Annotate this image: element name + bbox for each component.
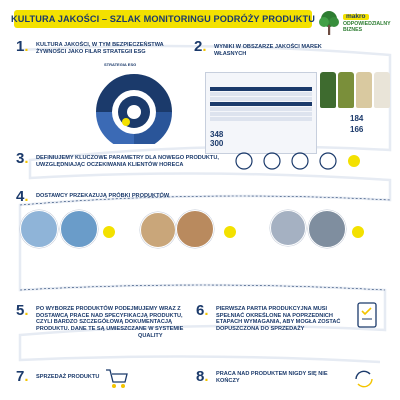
product-jars [320,72,390,108]
step-1-heading: KULTURA JAKOŚCI, W TYM BEZPIECZEŃSTWA ŻYWNOŚCI JAKO FILAR STRATEGII ESG [36,42,164,55]
step-2-number: 2. [194,38,207,55]
tree-icon [318,10,340,36]
quality-system-label: QUALITY [138,333,163,339]
step-8-heading: PRACA NAD PRODUKTEM NIGDY SIĘ NIE KOŃCZY [216,371,328,384]
connector-dot-3 [352,226,364,238]
step-5-heading: PO WYBORZE PRODUKTÓW PODEJMUJEMY WRAZ Z DOSTAWCĄ PRACE NAD SPECYFIKACJĄ PRODUKTU, CZYLI BARDZO SZCZEGÓŁOWĄ DOKUMENTACJĄ PRODUKTU. DANE TE SĄ UMIESZCZANE W SYSTEMIE [36,306,184,332]
strategy-label: STRATEGIA ESG [104,62,137,67]
connector-dot-2 [224,226,236,238]
step-4-number: 4. [16,188,29,205]
step-3-number: 3. [16,150,29,167]
esg-wheel [82,62,186,144]
step-8-number: 8. [196,368,209,385]
photo-chef [140,212,176,248]
step-6-number: 6. [196,302,209,319]
logo-brand: makro [343,14,369,20]
photo-kitchen [176,210,214,248]
page-title: KULTURA JAKOŚCI – SZLAK MONITORINGU PODRÓŻY PRODUKTU [11,14,315,24]
checklist-icon [352,300,382,330]
photo-factory [270,210,306,246]
step-7-heading: SPRZEDAŻ PRODUKTU [36,374,100,380]
makro-logo [318,6,396,40]
title-bar [11,10,315,28]
result-number-2: 300 [210,139,224,148]
results-document [205,72,317,154]
step-5-number: 5. [16,302,29,319]
result-number-3: 184 [350,114,364,123]
result-number-1: 348 [210,130,224,139]
horeca-icons [232,148,362,174]
step-4-heading: DOSTAWCY PRZEKAZUJĄ PRÓBKI PRODUKTÓW [36,193,170,199]
photo-testing [60,210,98,248]
step-2-heading: WYNIKI W OBSZARZE JAKOŚCI MAREK WŁASNYCH [214,44,322,57]
result-number-4: 166 [350,125,364,134]
step-6-heading: PIERWSZA PARTIA PRODUKCYJNA MUSI SPEŁNIAĆ OKREŚLONE NA POPRZEDNICH ETAPACH WYMAGANIA, ABY MOGŁA ZOSTAĆ DOPUSZCZONA DO SPRZEDAŻY [216,306,341,332]
logo-line1: ODPOWIEDZIALNY [343,20,391,27]
photo-lab [20,210,58,248]
logo-line2: BIZNES [343,26,363,33]
step-3-heading: DEFINIUJEMY KLUCZOWE PARAMETRY DLA NOWEGO PRODUKTU, UWZGLĘDNIAJĄC OCZEKIWANIA KLIENTÓW HORECA [36,155,219,168]
results-table [210,87,312,127]
step-1-number: 1. [16,38,29,55]
cart-icon [104,366,130,390]
refresh-icon [350,366,378,392]
step-7-number: 7. [16,368,29,385]
connector-dot-1 [103,226,115,238]
photo-audit [308,210,346,248]
